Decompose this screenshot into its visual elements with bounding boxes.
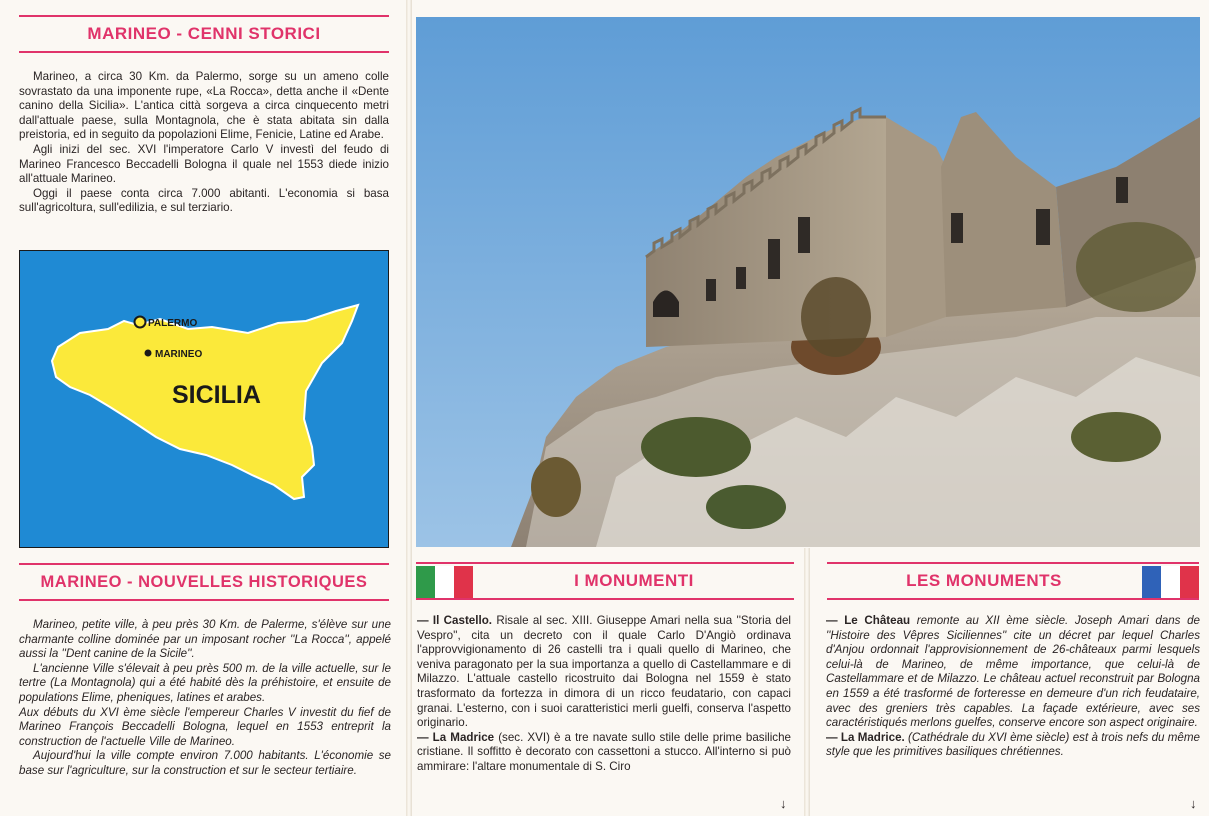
italian-paragraph: Oggi il paese conta circa 7.000 abitanti. L'economia si basa sull'agricoltura, sull'edilizia, e sul terziario. [19,186,389,215]
french-paragraph: Marineo, petite ville, à peu près 30 Km. de Palerme, s'élève sur une charmante colline dominée par un imposant rocher ''La Rocca'', appelé aussi la ''Dent canine de la Sicile''. [19,618,391,661]
madrice-paragraph [417,731,791,775]
right-heading [827,562,1141,600]
shrub [1071,412,1161,462]
flag-stripe [454,566,473,598]
window [1116,177,1128,203]
window [951,213,963,243]
italian-flag [416,566,473,598]
center-heading-rule [416,562,474,564]
castello-title: — Il Castello. [417,614,493,627]
center-heading-text: I MONUMENTI [574,571,694,590]
palermo-label: PALERMO [148,318,198,329]
center-heading [474,562,794,600]
castello-text: Risale al sec. XIII. Giuseppe Amari nella sua ''Storia del Vespro'', cita un decreto con il quale Carlo D'Angiò ordinava l'approvvigionamento di 26 castelli tra i quali quello di Marineo, che veniva paragonato per la sua importanza a quello di Castellammare e di Milazzo. L'attuale castello ricostruito dai Bologna nel 1559 è stato trasformato da fortezza in dimora di un ricco feudatario, con capaci granai. L'esterno, con i suoi caratteristici merli guelfi, conserva l'aspetto originario. [417,614,791,730]
french-history [19,618,391,779]
french-paragraph: Aujourd'hui la ville compte environ 7.000 habitants. L'économie se base sur l'agriculture, sur la construction et sur le secteur tertiaire. [19,749,391,777]
italian-paragraph: Marineo, a circa 30 Km. da Palermo, sorge su un ameno colle sovrastato da una imponente rupe, «La Rocca», detta anche il «Dente canino della Sicilia». L'antica città sorgeva a circa cinquecento metri dall'attuale paese, sulla Montagnola, che è stata abitata sin dalla preistoria, ed in seguito da popolazioni Elime, Fenicie, Latine ed Arabe. [19,70,389,142]
flag-stripe [1142,566,1161,598]
castle-tower [886,117,946,337]
sicily-map [19,250,389,548]
right-heading-rule [1141,598,1199,600]
sicily-map-graphic [20,251,388,547]
french-paragraph: L'ancienne Ville s'élevait à peu près 500 m. de la ville actuelle, sur le tertre (La Montagnola) qui a été habité dès la préhistoire, et ensuite de populations Elime, pheniques, latines et arabes. [19,661,391,704]
madrice-paragraph-fr [826,731,1200,760]
shrub [531,457,581,517]
window [736,267,746,289]
flag-stripe [416,566,435,598]
continue-arrow-right: ↓ [1190,796,1197,811]
continue-arrow-center: ↓ [780,796,787,811]
window [798,217,810,253]
chateau-title: — Le Château [826,614,911,627]
marineo-marker [145,350,152,357]
shrub [641,417,751,477]
shrub [706,485,786,529]
marineo-label: MARINEO [155,349,203,360]
madrice-text-fr: (Cathédrale du XVI ème siècle) est à trois nefs du même style que les primitives basiliques chrétiennes. [826,730,1200,759]
castle-photo-graphic [416,17,1200,547]
right-heading-rule [1141,562,1199,564]
flag-stripe [435,566,454,598]
sicilia-label: SICILIA [172,381,261,409]
madrice-text: (sec. XVI) è a tre navate sullo stile delle prime basiliche cristiane. Il soffitto è decorato con cassettoni a stucco. All'interno si può ammirare: l'altare monumentale di S. Ciro [417,730,791,773]
bottom-heading-text: MARINEO - NOUVELLES HISTORIQUES [40,572,368,591]
madrice-title: — La Madrice [417,730,495,744]
french-paragraph: Aux débuts du XVI ème siècle l'empereur Charles V investit du fief de Marineo François Beccadelli Bologna, lequel en 1553 entreprit la construction de l'actuelle Ville de Marineo. [19,705,391,748]
madrice-title-fr: — La Madrice. [826,730,905,744]
center-heading-rule [416,598,474,600]
fold-center [804,548,810,816]
right-heading-text: LES MONUMENTS [906,571,1062,590]
italian-history [19,70,389,216]
top-heading [19,15,389,53]
window [706,279,716,301]
castello-paragraph [417,614,791,731]
italian-paragraph: Agli inizi del sec. XVI l'imperatore Carlo V investì del feudo di Marineo Francesco Beccadelli Bologna il quale nel 1553 diede inizio all'attuale Marineo. [19,142,389,186]
castle-photo [416,17,1200,547]
right-text [826,614,1200,760]
window [768,239,780,279]
flag-stripe [1161,566,1180,598]
french-flag [1142,566,1199,598]
palermo-marker [135,317,146,328]
flag-stripe [1180,566,1199,598]
bottom-heading [19,563,389,601]
center-text [417,614,791,775]
chateau-paragraph [826,614,1200,731]
window [1036,209,1050,245]
chateau-text: remonte au XII ème siècle. Joseph Amari dans de ''Histoire des Vêpres Siciliennes'' cite un décret par lequel Charles d'Anjou ordonnait l'approvisionnement de 26-châteaux parmi lesquels celui-là de Marineo, de même importance, que celui-là de Castellammare et de Milazzo. Le château actuel reconstruit par Bologna en 1559 a été trasformé de forteresse en demeure d'un rich feudataire, avec des greniers très capables. La façade extérieure, avec ses caractéristiqués merlons guelfes, conserve encore son aspect originaire. [826,614,1200,730]
top-heading-text: MARINEO - CENNI STORICI [87,24,321,43]
